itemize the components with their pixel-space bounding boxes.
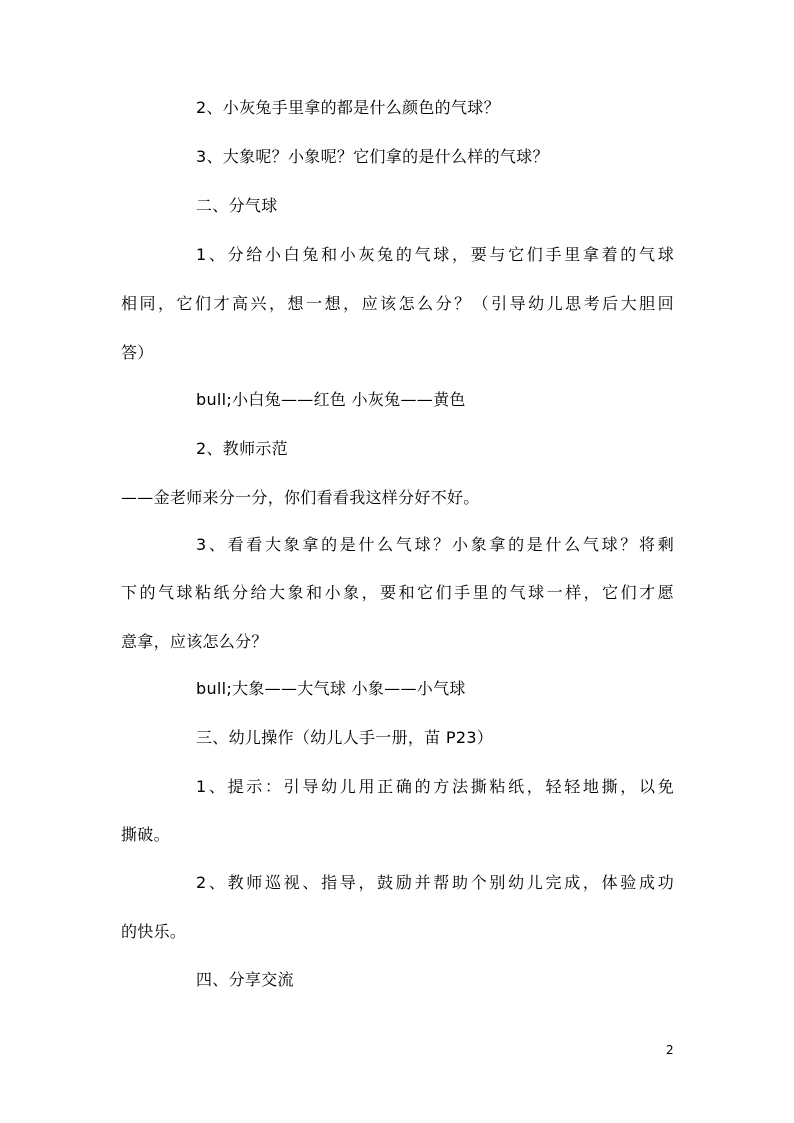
text-line: bull;大象——大气球 小象——小气球 [196,679,466,698]
text-line: 2、教师巡视、指导，鼓励并帮助个别幼儿完成，体验成功 [196,873,674,892]
text-line: 意拿，应该怎么分？ [121,632,268,651]
text-line: 2、教师示范 [196,439,288,458]
text-line: ——金老师来分一分，你们看看我这样分好不好。 [121,488,480,507]
text-line: 2、小灰兔手里拿的都是什么颜色的气球？ [196,98,500,117]
section-heading: 四、分享交流 [196,970,294,989]
text-line: 的快乐。 [121,922,187,941]
section-heading: 三、幼儿操作（幼儿人手一册，苗 P23） [196,728,494,747]
text-line: 下的气球粘纸分给大象和小象，要和它们手里的气球一样，它们才愿 [121,583,674,602]
text-line: 3、大象呢？小象呢？它们拿的是什么样的气球？ [196,147,549,166]
text-line: bull;小白兔——红色 小灰兔——黄色 [196,390,466,409]
text-line: 相同，它们才高兴，想一想，应该怎么分？（引导幼儿思考后大胆回 [121,294,674,313]
text-line: 1、分给小白兔和小灰兔的气球，要与它们手里拿着的气球 [196,245,674,264]
text-line: 撕破。 [121,825,170,844]
text-line: 1、提示：引导幼儿用正确的方法撕粘纸，轻轻地撕，以免 [196,777,674,796]
page-number: 2 [666,1043,674,1057]
text-line: 3、看看大象拿的是什么气球？小象拿的是什么气球？将剩 [196,535,674,554]
text-line: 答） [121,343,154,362]
section-heading: 二、分气球 [196,196,278,215]
